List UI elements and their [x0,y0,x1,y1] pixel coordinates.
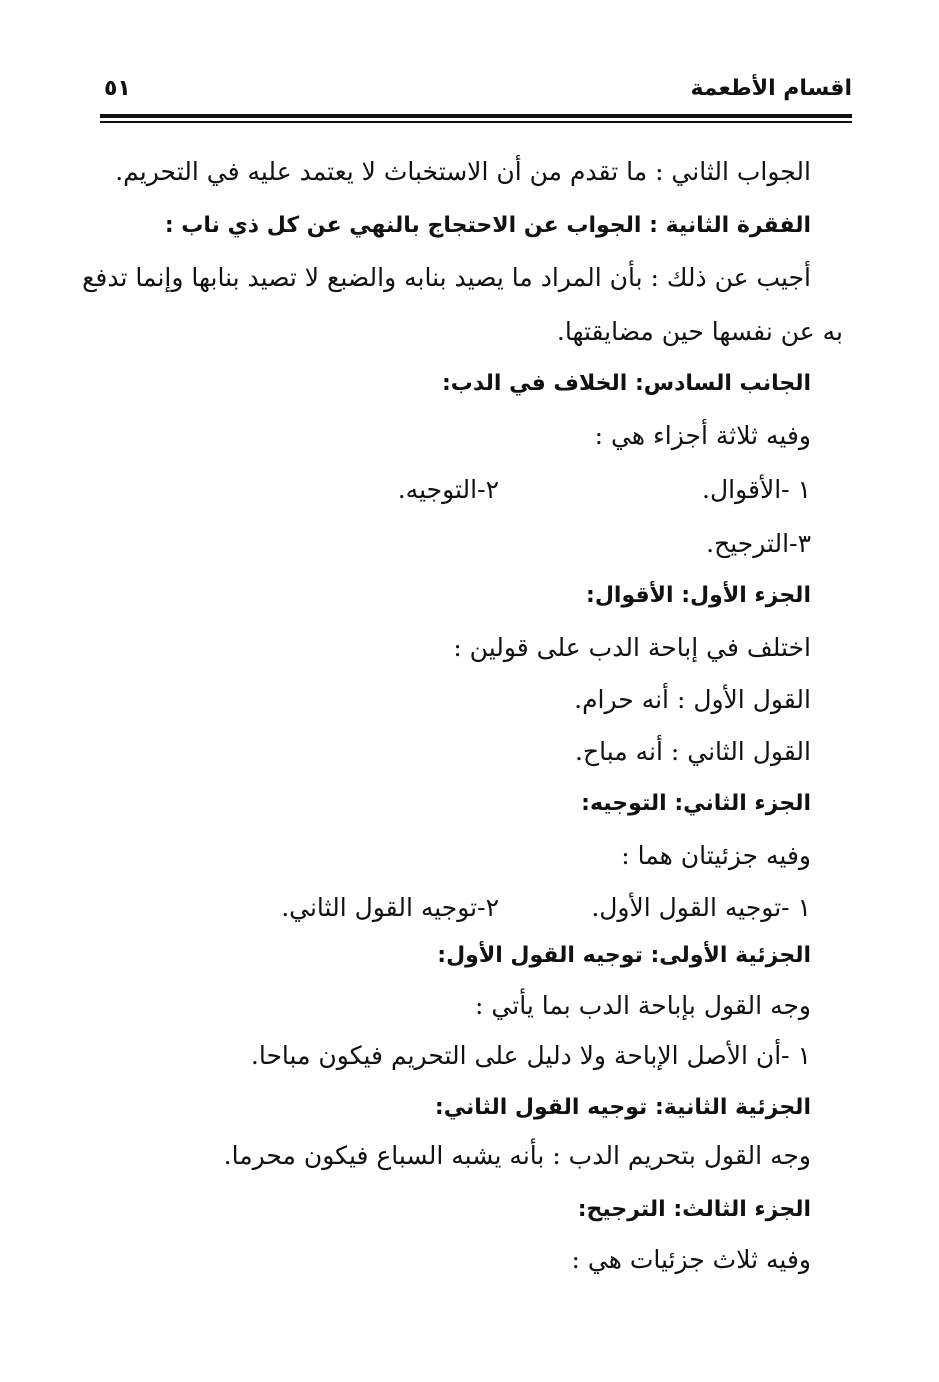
section-heading: الجزئية الثانية: توجيه القول الثاني: [434,1095,811,1120]
section-heading: الجزئية الأولى: توجيه القول الأول: [437,943,811,968]
header-rule-thin [100,121,852,123]
paragraph-line: وجه القول بتحريم الدب : بأنه يشبه السباع فيكون محرما. [223,1141,811,1170]
list-item: ٣-الترجيح. [706,529,811,558]
list-item: ٢-توجيه القول الثاني. [281,893,499,922]
paragraph-line: القول الأول : أنه حرام. [574,685,811,714]
paragraph-line: وفيه جزئيتان هما : [621,841,811,870]
page-header [100,70,852,114]
paragraph-line: وجه القول بإباحة الدب بما يأتي : [475,991,811,1020]
paragraph-line: الجواب الثاني : ما تقدم من أن الاستخباث لا يعتمد عليه في التحريم. [115,157,811,186]
paragraph-line: القول الثاني : أنه مباح. [575,737,811,766]
paragraph-line: وفيه ثلاث جزئيات هي : [571,1245,811,1274]
list-item: ١ -توجيه القول الأول. [591,893,811,922]
section-heading: الجزء الثالث: الترجيح: [577,1197,811,1222]
paragraph-line: وفيه ثلاثة أجزاء هي : [594,421,811,450]
list-item: ٢-التوجيه. [397,475,499,504]
section-heading: الجزء الأول: الأقوال: [586,583,811,608]
section-heading: الفقرة الثانية : الجواب عن الاحتجاج بالنهي عن كل ذي ناب : [164,213,811,238]
paragraph-line: اختلف في إباحة الدب على قولين : [453,633,811,662]
paragraph-line: به عن نفسها حين مضايقتها. [556,317,843,346]
section-heading: الجانب السادس: الخلاف في الدب: [442,371,811,396]
running-title: اقسام الأطعمة [690,76,852,101]
header-rule-thick [100,114,852,118]
paragraph-line: أجيب عن ذلك : بأن المراد ما يصيد بنابه والضبع لا تصيد بنابها وإنما تدفع [82,263,811,292]
paragraph-line: ١ -أن الأصل الإباحة ولا دليل على التحريم فيكون مباحا. [250,1041,811,1070]
list-item: ١ -الأقوال. [702,475,811,504]
page-number: ٥١ [104,76,131,101]
section-heading: الجزء الثاني: التوجيه: [581,791,811,816]
